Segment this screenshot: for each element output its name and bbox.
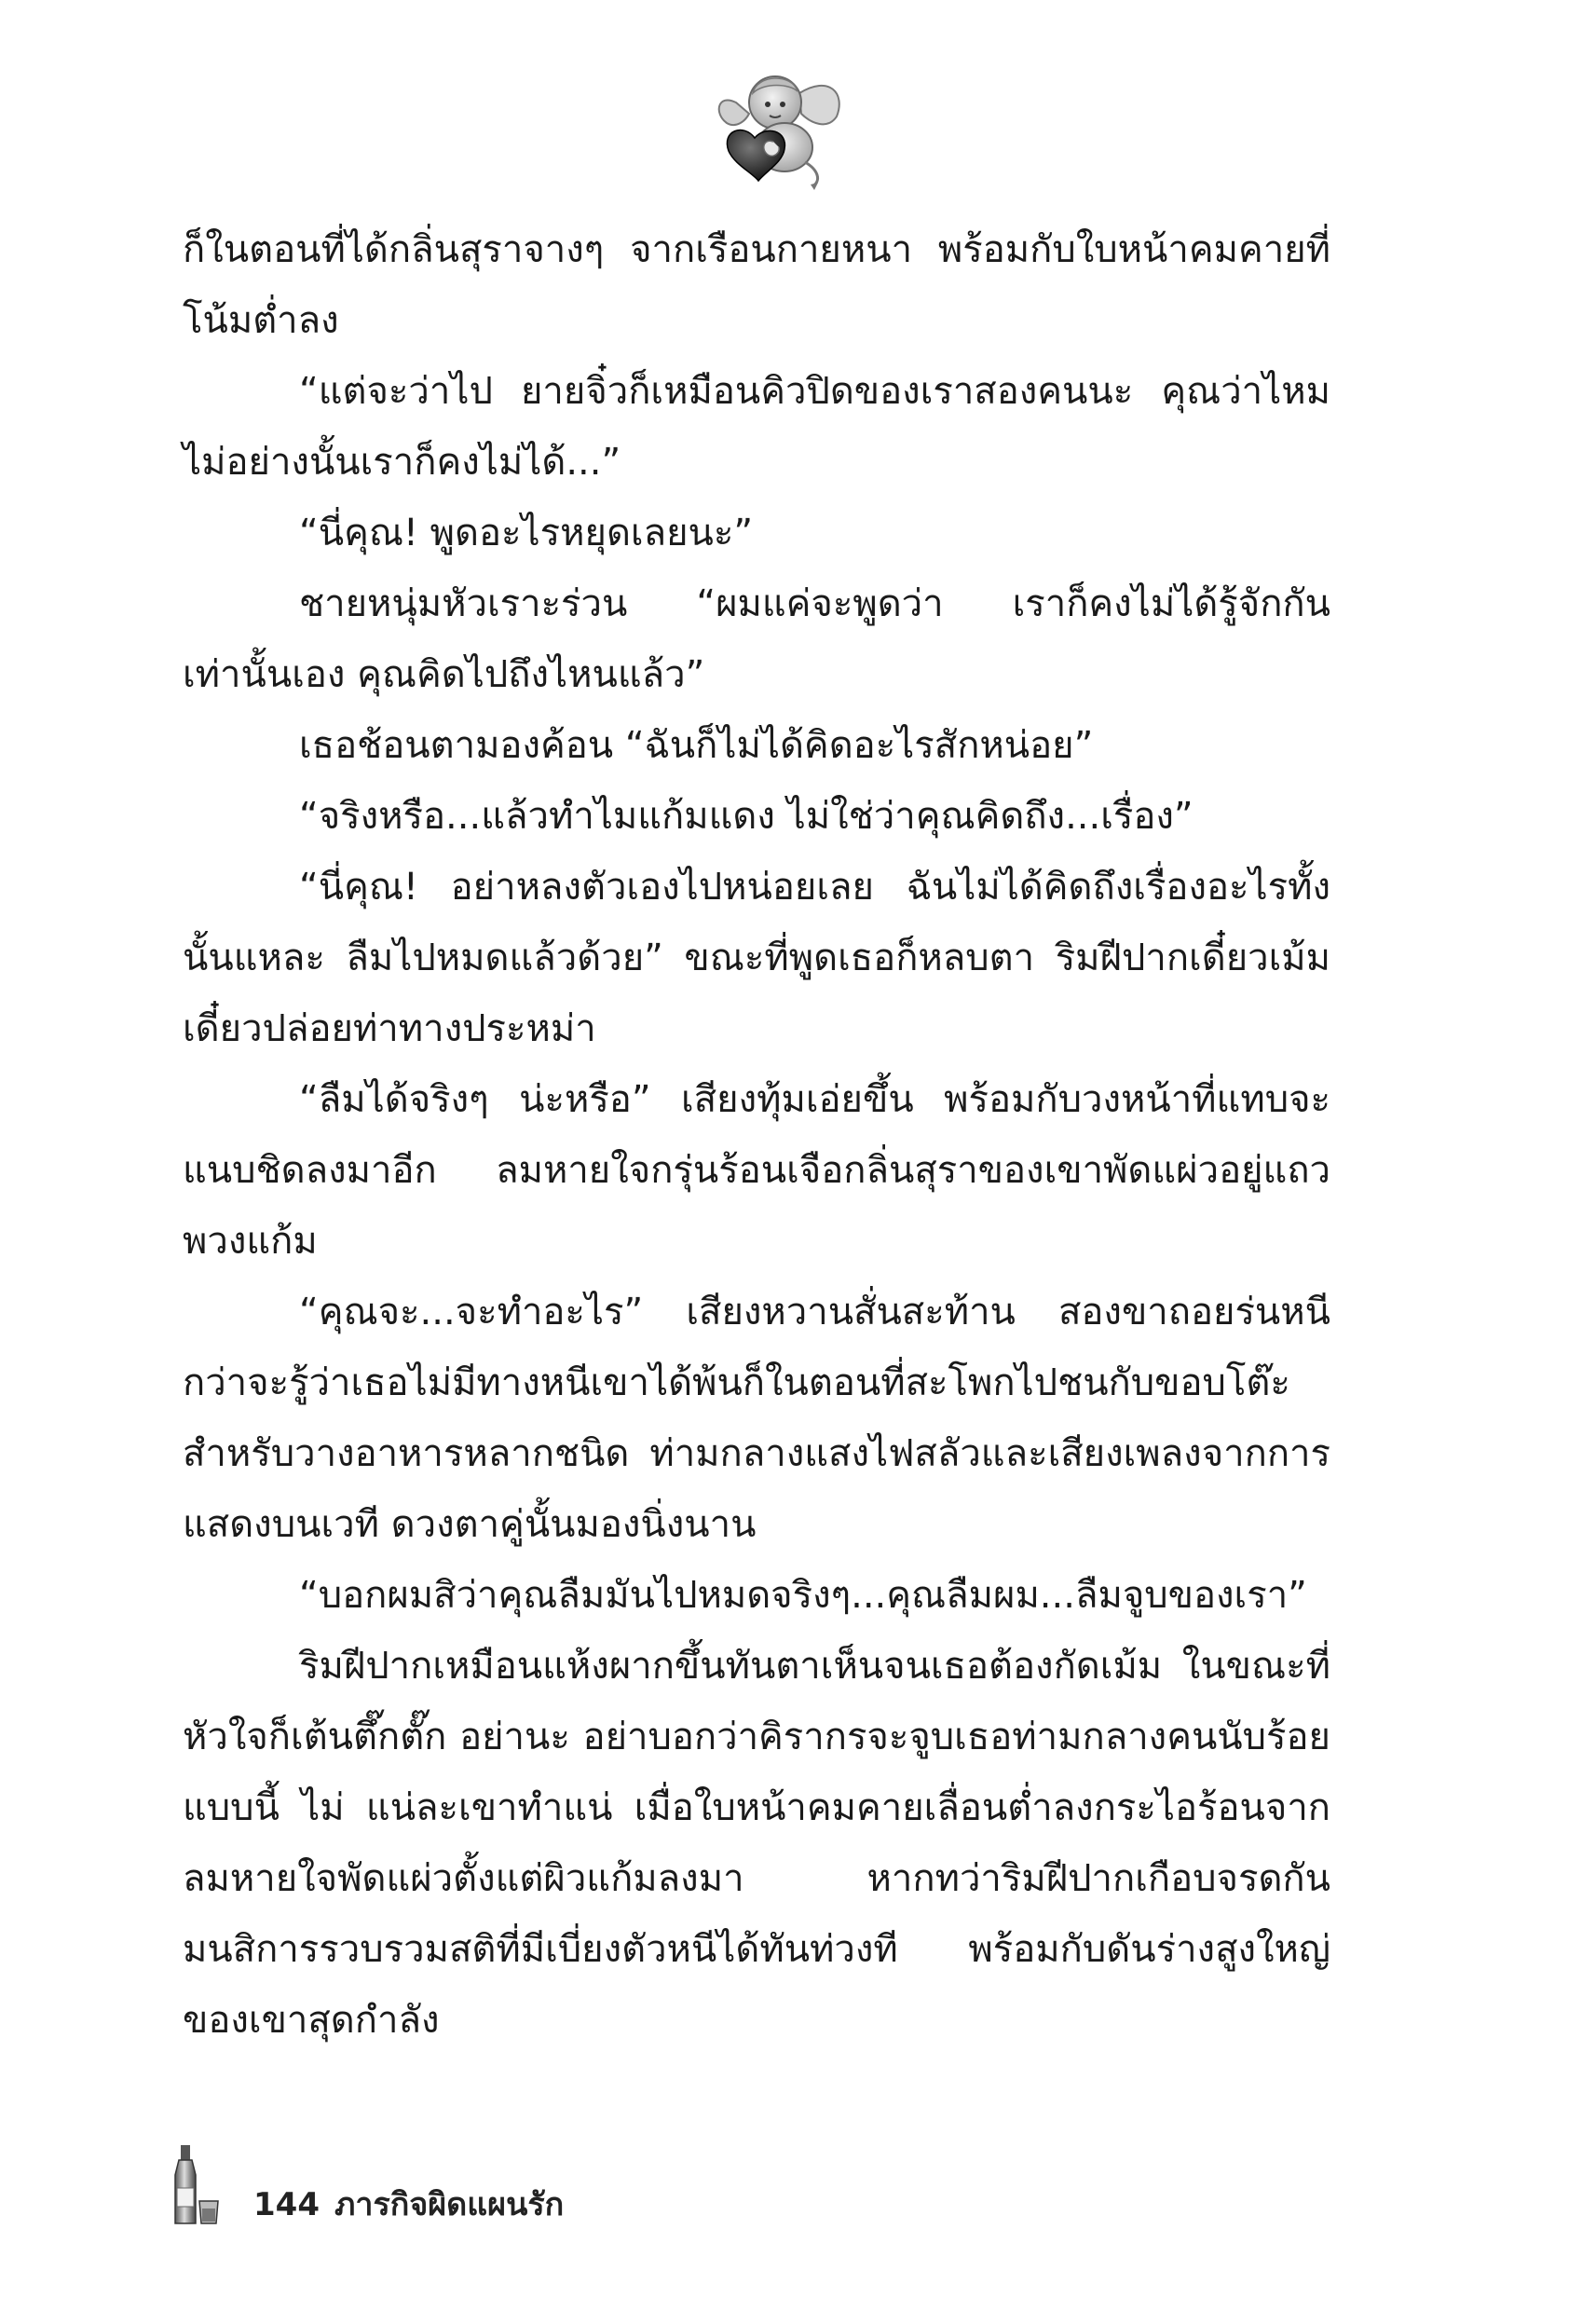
page-number: 144	[253, 2186, 320, 2223]
footer-label	[253, 2179, 579, 2229]
page-body-text	[183, 214, 1330, 2056]
paragraph: “คุณจะ...จะทำอะไร” เสียงหวานสั่นสะท้าน สองขาถอยร่นหนีกว่าจะรู้ว่าเธอไม่มีทางหนีเขาได้พ้นก็ในตอนที่สะโพกไปชนกับขอบโต๊ะสำหรับวางอาหารหลากชนิด ท่ามกลางแสงไฟสลัวและเสียงเพลงจากการแสดงบนเวที ดวงตาคู่นั้นมองนิ่งนาน	[183, 1291, 1330, 1546]
paragraph: ริมฝีปากเหมือนแห้งผากขึ้นทันตาเห็นจนเธอต้องกัดเม้ม ในขณะที่หัวใจก็เต้นตึ๊กตั๊ก อย่านะ อย่าบอกว่าคิรากรจะจูบเธอท่ามกลางคนนับร้อยแบบนี้ ไม่ แน่ละเขาทำแน่ เมื่อใบหน้าคมคายเลื่อนต่ำลงกระไอร้อนจากลมหายใจพัดแผ่วตั้งแต่ผิวแก้มลงมา หากทว่าริมฝีปากเกือบจรดกัน มนสิการรวบรวมสติที่มีเบี่ยงตัวหนีได้ทันท่วงที พร้อมกับดันร่างสูงใหญ่ของเขาสุดกำลัง	[183, 1645, 1330, 2042]
paragraph: “บอกผมสิว่าคุณลืมมันไปหมดจริงๆ...คุณลืมผม...ลืมจูบของเรา”	[299, 1574, 1307, 1617]
paragraph: ก็ในตอนที่ได้กลิ่นสุราจางๆ จากเรือนกายหนา พร้อมกับใบหน้าคมคายที่โน้มต่ำลง	[183, 228, 1330, 342]
book-title: ภารกิจผิดแผนรัก	[334, 2186, 565, 2223]
bottle-and-glass-icon	[168, 2143, 224, 2227]
paragraph: “แต่จะว่าไป ยายจิ๋วก็เหมือนคิวปิดของเราสองคนนะ คุณว่าไหม ไม่อย่างนั้นเราก็คงไม่ได้...”	[183, 370, 1330, 484]
paragraph: “นี่คุณ! อย่าหลงตัวเองไปหน่อยเลย ฉันไม่ได้คิดถึงเรื่องอะไรทั้งนั้นแหละ ลืมไปหมดแล้วด้วย” ขณะที่พูดเธอก็หลบตา ริมฝีปากเดี๋ยวเม้มเดี๋ยวปล่อยท่าทางประหม่า	[183, 866, 1330, 1050]
cupid-with-heart-icon	[708, 65, 848, 196]
paragraph: “จริงหรือ...แล้วทำไมแก้มแดง ไม่ใช่ว่าคุณคิดถึง...เรื่อง”	[299, 795, 1194, 838]
paragraph: ชายหนุ่มหัวเราะร่วน “ผมแค่จะพูดว่า เราก็คงไม่ได้รู้จักกัน เท่านั้นเอง คุณคิดไปถึงไหนแล้ว”	[183, 582, 1330, 696]
paragraph: “ลืมได้จริงๆ น่ะหรือ” เสียงทุ้มเอ่ยขึ้น พร้อมกับวงหน้าที่แทบจะแนบชิดลงมาอีก ลมหายใจกรุ่นร้อนเจือกลิ่นสุราของเขาพัดแผ่วอยู่แถวพวงแก้ม	[183, 1078, 1330, 1263]
page-footer	[168, 2143, 820, 2227]
paragraph: เธอช้อนตามองค้อน “ฉันก็ไม่ได้คิดอะไรสักหน่อย”	[299, 724, 1094, 767]
paragraph: “นี่คุณ! พูดอะไรหยุดเลยนะ”	[299, 512, 754, 554]
